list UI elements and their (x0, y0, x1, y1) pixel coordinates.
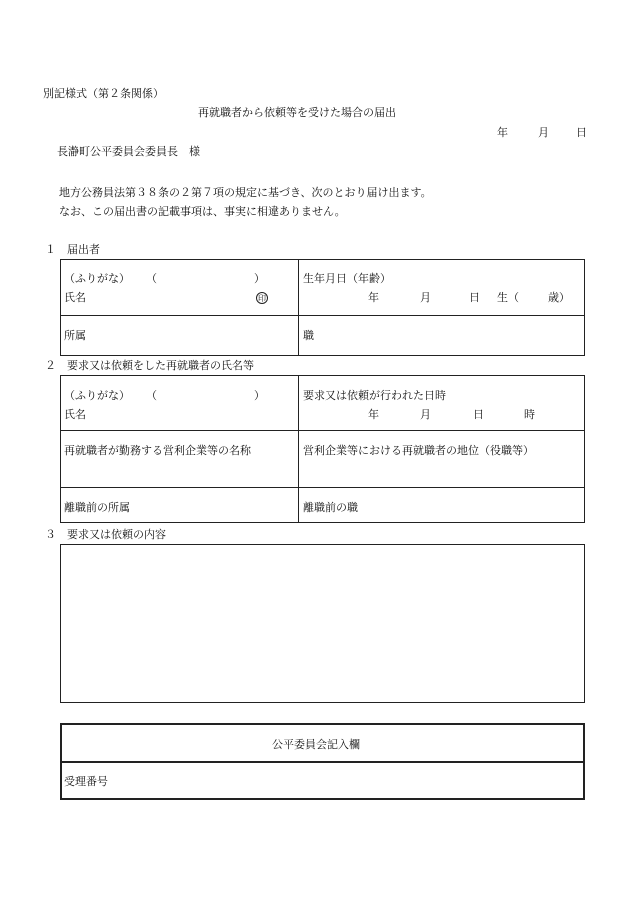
row-divider (60, 315, 585, 316)
s1-paren-open: （ (146, 272, 157, 285)
form-title: 再就職者から依頼等を受けた場合の届出 (198, 106, 396, 119)
s2-paren-open: （ (146, 389, 157, 402)
job-label[interactable]: 職 (303, 329, 314, 342)
dob-year: 年 (368, 291, 379, 304)
addressee: 長瀞町公平委員会委員長 様 (57, 145, 200, 158)
date-day: 日 (576, 126, 587, 139)
intro-line-2: なお、この届出書の記載事項は、事実に相違ありません。 (59, 205, 346, 218)
position-label[interactable]: 営利企業等における再就職者の地位（役職等） (303, 444, 534, 457)
seal-icon: 印 (258, 294, 266, 303)
s1-furigana-label: （ふりがな） (64, 272, 130, 285)
committee-divider (60, 761, 585, 763)
date-year: 年 (497, 126, 508, 139)
company-label[interactable]: 再就職者が勤務する営利企業等の名称 (64, 444, 251, 457)
col-divider (298, 375, 299, 523)
dob-born: 生（ (497, 291, 519, 304)
dob-age: 歳） (548, 291, 570, 304)
row-divider (60, 430, 585, 431)
s2-paren-close: ） (254, 389, 265, 402)
row-divider (60, 487, 585, 488)
section2-heading: ２ 要求又は依頼をした再就職者の氏名等 (45, 359, 254, 372)
receipt-number-label[interactable]: 受理番号 (64, 775, 108, 788)
s2-furigana-label: （ふりがな） (64, 389, 130, 402)
section1-heading: １ 届出者 (45, 243, 100, 256)
datetime-label: 要求又は依頼が行われた日時 (303, 389, 446, 402)
col-divider (298, 259, 299, 356)
intro-line-1: 地方公務員法第３８条の２第７項の規定に基づき、次のとおり届け出ます。 (59, 186, 432, 199)
dt-month: 月 (420, 408, 431, 421)
dob-day: 日 (469, 291, 480, 304)
form-id: 別記様式（第２条関係） (43, 87, 164, 100)
dt-day: 日 (473, 408, 484, 421)
s1-name-label[interactable]: 氏名 (64, 291, 86, 304)
prev-affiliation-label[interactable]: 離職前の所属 (64, 501, 130, 514)
affiliation-label[interactable]: 所属 (64, 329, 86, 342)
dob-month: 月 (420, 291, 431, 304)
committee-heading: 公平委員会記入欄 (272, 738, 360, 751)
s1-paren-close: ） (254, 272, 265, 285)
dob-label: 生年月日（年齢） (303, 272, 391, 285)
dt-year: 年 (368, 408, 379, 421)
s2-name-label[interactable]: 氏名 (64, 408, 86, 421)
section3-heading: ３ 要求又は依頼の内容 (45, 528, 166, 541)
request-content-box[interactable] (60, 544, 585, 703)
prev-job-label[interactable]: 離職前の職 (303, 501, 358, 514)
dt-hour: 時 (524, 408, 535, 421)
date-month: 月 (538, 126, 549, 139)
